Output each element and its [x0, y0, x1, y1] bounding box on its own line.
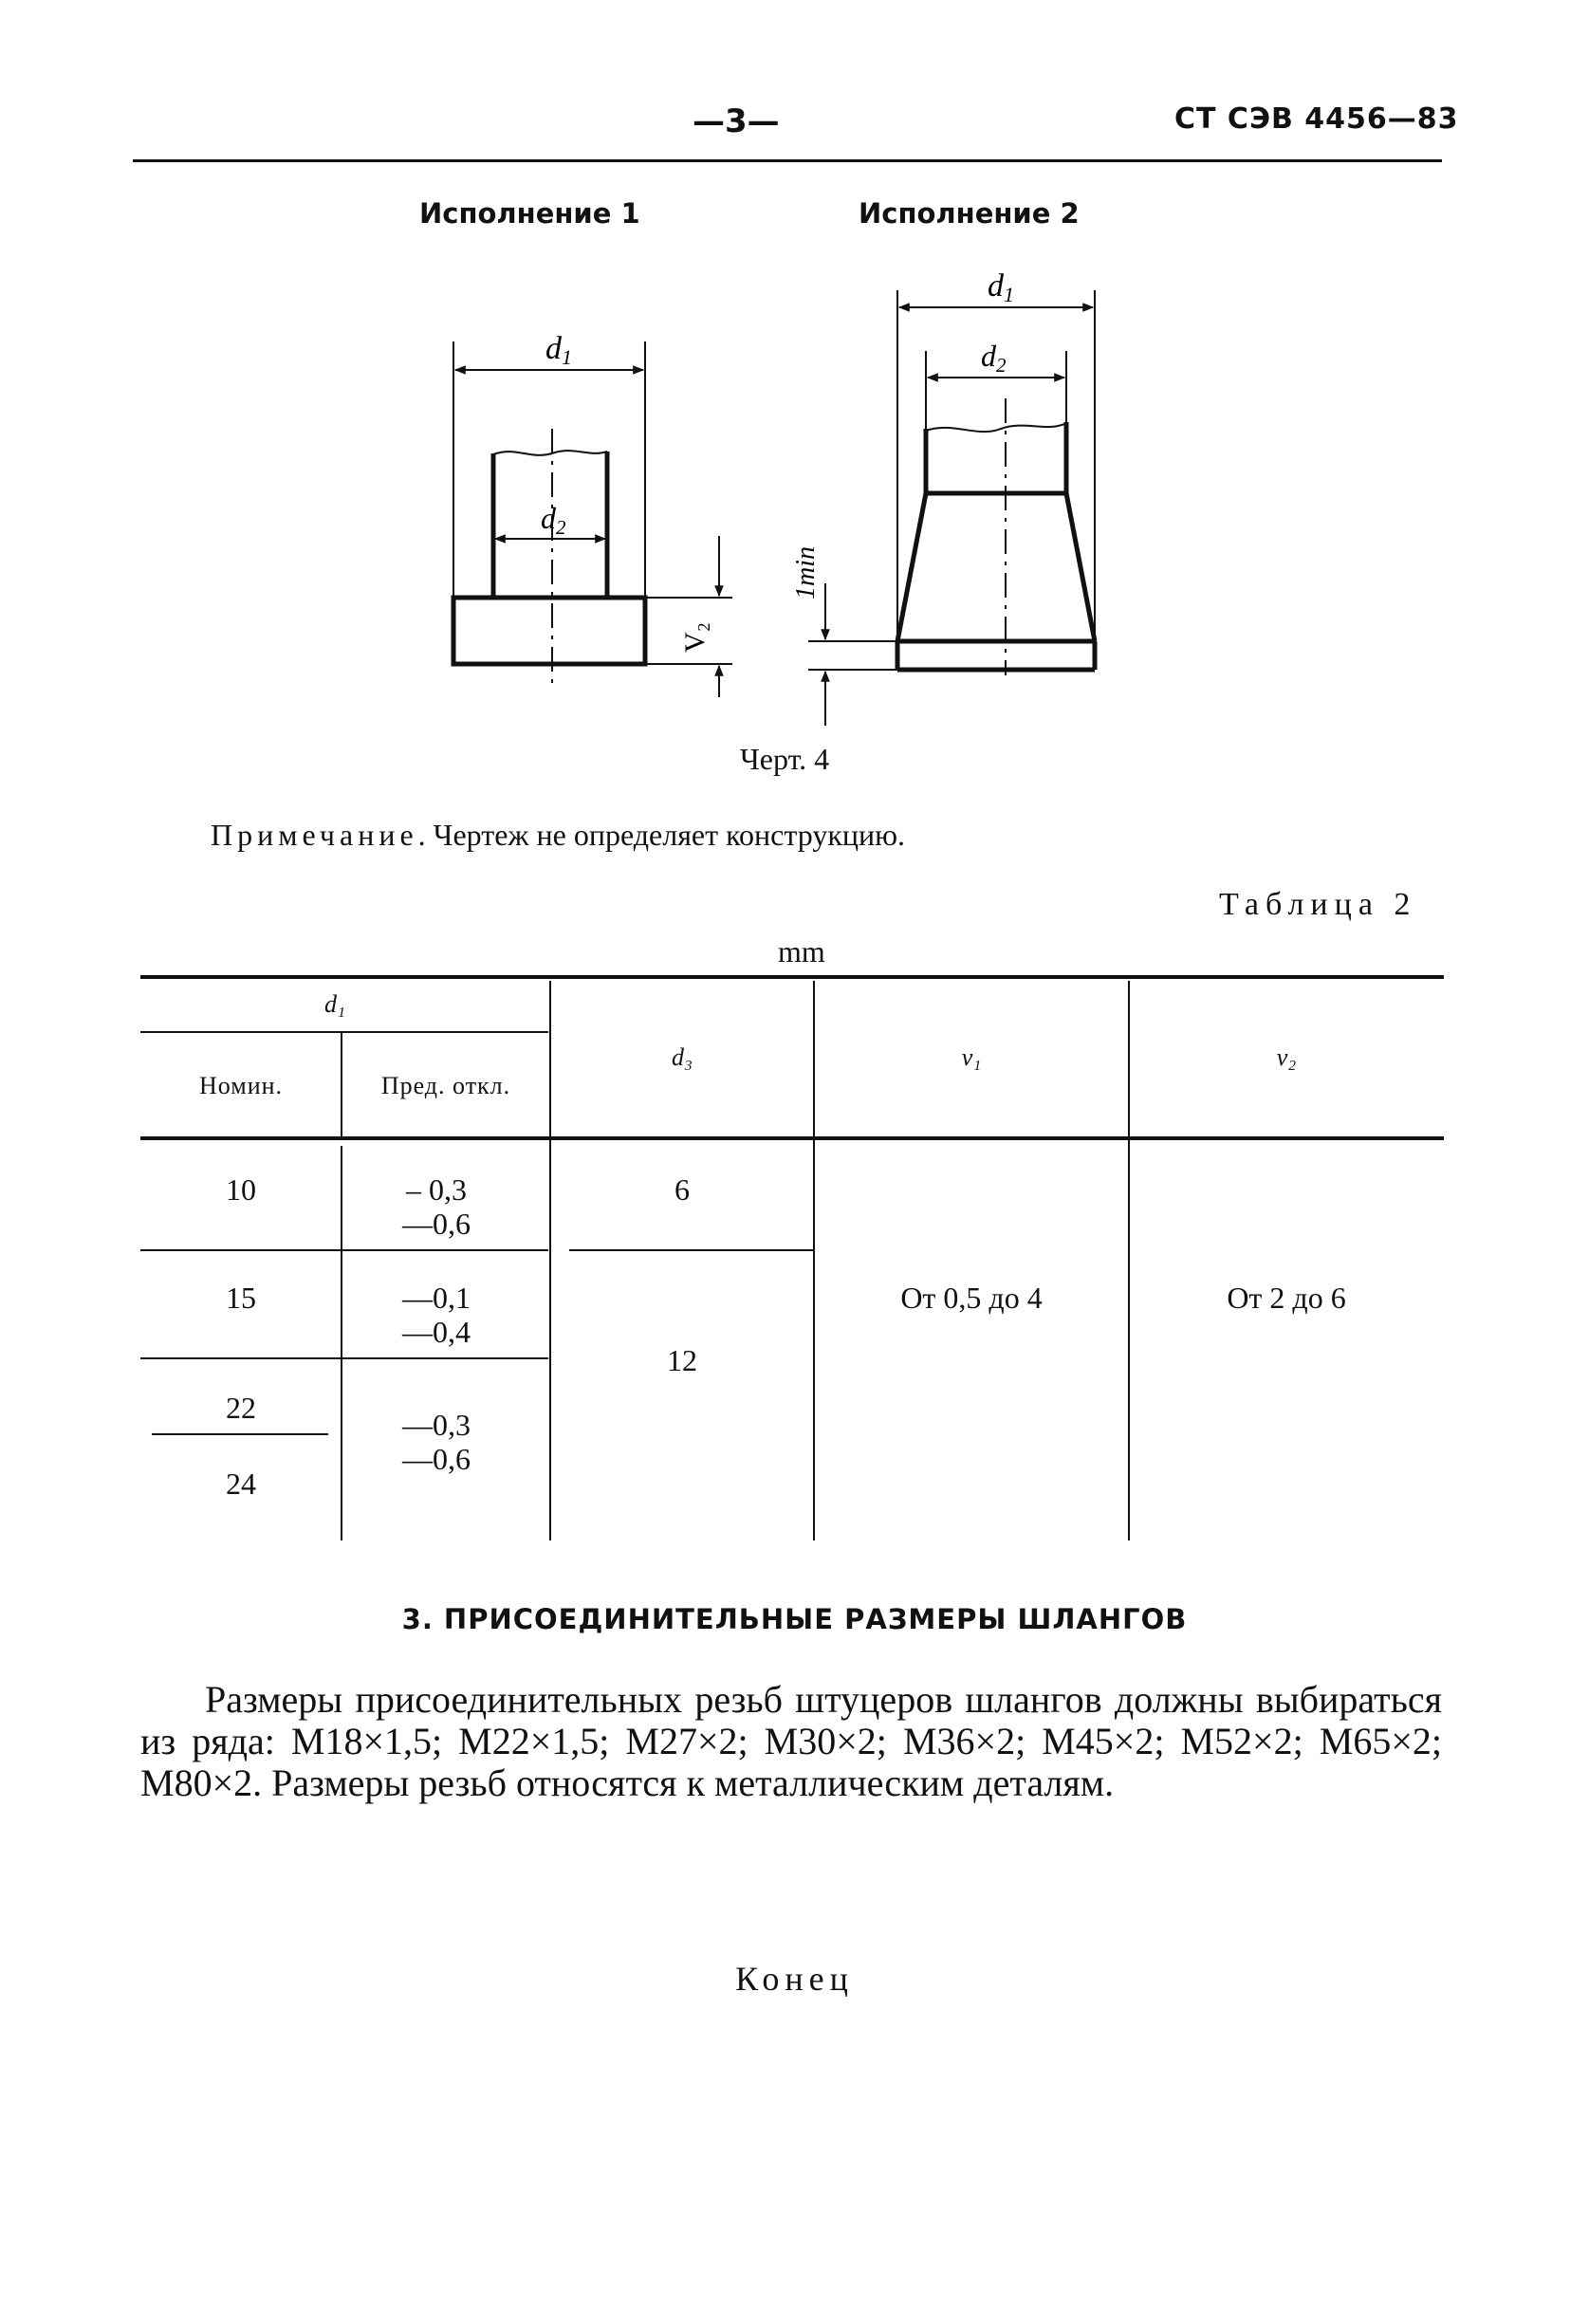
row-2-nominal: 15 [226, 1281, 256, 1315]
section-paragraph [140, 1679, 1442, 1804]
variant-2-d2-label: d2 [981, 339, 1007, 377]
row-1-deviation-lower: —0,6 [402, 1207, 471, 1241]
row-4-nominal: 24 [226, 1466, 256, 1501]
variant-1-d1-label: d1 [545, 331, 572, 369]
figure-caption: Черт. 4 [740, 742, 830, 776]
d3-value-2: 12 [667, 1343, 697, 1377]
v2-value: От 2 до 6 [1227, 1281, 1346, 1315]
section-heading: 3. ПРИСОЕДИНИТЕЛЬНЫЕ РАЗМЕРЫ ШЛАНГОВ [401, 1603, 1188, 1635]
variant-2-min-label: 1min [791, 546, 821, 599]
variant-2-title: Исполнение 2 [859, 197, 1080, 230]
rows-3-4-deviation-upper: —0,3 [402, 1408, 471, 1442]
row-1-deviation-upper: – 0,3 [406, 1172, 467, 1207]
section-paragraph-text: Размеры присоединительных резьб штуцеров шлангов должны выбираться из ряда: М18×1,5; М22×1,5; М27×2; М30×2; М36×2; М45×2; М52×2; М65×2; М80×2. Размеры резьб относятся к металлическим деталям. [140, 1678, 1442, 1804]
row-2-deviation-upper: —0,1 [402, 1281, 471, 1315]
header-nominal: Номин. [198, 1072, 284, 1099]
row-1-deviation [360, 1172, 512, 1241]
v1-value: От 0,5 до 4 [900, 1281, 1043, 1315]
variant-1-title: Исполнение 1 [419, 197, 640, 230]
d3-value-1: 6 [674, 1172, 690, 1207]
header-deviation: Пред. откл. [380, 1072, 511, 1099]
header-v1: v₁ [961, 1043, 982, 1071]
row-3-nominal: 22 [226, 1391, 256, 1425]
table-units: mm [778, 934, 825, 968]
header-d1: d₁ [323, 990, 346, 1018]
variant-2-d1-label: d1 [988, 268, 1014, 306]
table-title: Таблица 2 [1219, 887, 1417, 922]
variant-1-v2-label: V₂ [679, 621, 711, 653]
rows-3-4-deviation [360, 1408, 512, 1476]
rows-3-4-deviation-lower: —0,6 [402, 1442, 471, 1476]
row-2-deviation [360, 1281, 512, 1349]
header-v2: v₂ [1276, 1043, 1297, 1071]
standard-code: СТ СЭВ 4456—83 [1174, 102, 1459, 136]
note-text: . Чертеж не определяет конструкцию. [417, 818, 906, 852]
note-prefix: Примечание [211, 818, 418, 852]
row-1-nominal: 10 [226, 1172, 256, 1207]
row-2-deviation-lower: —0,4 [402, 1315, 471, 1349]
end-text: Конец [735, 1960, 854, 1998]
variant-1-d2-label: d2 [541, 501, 566, 539]
header-d3: d₃ [671, 1043, 693, 1071]
page-number: —3— [693, 102, 780, 140]
